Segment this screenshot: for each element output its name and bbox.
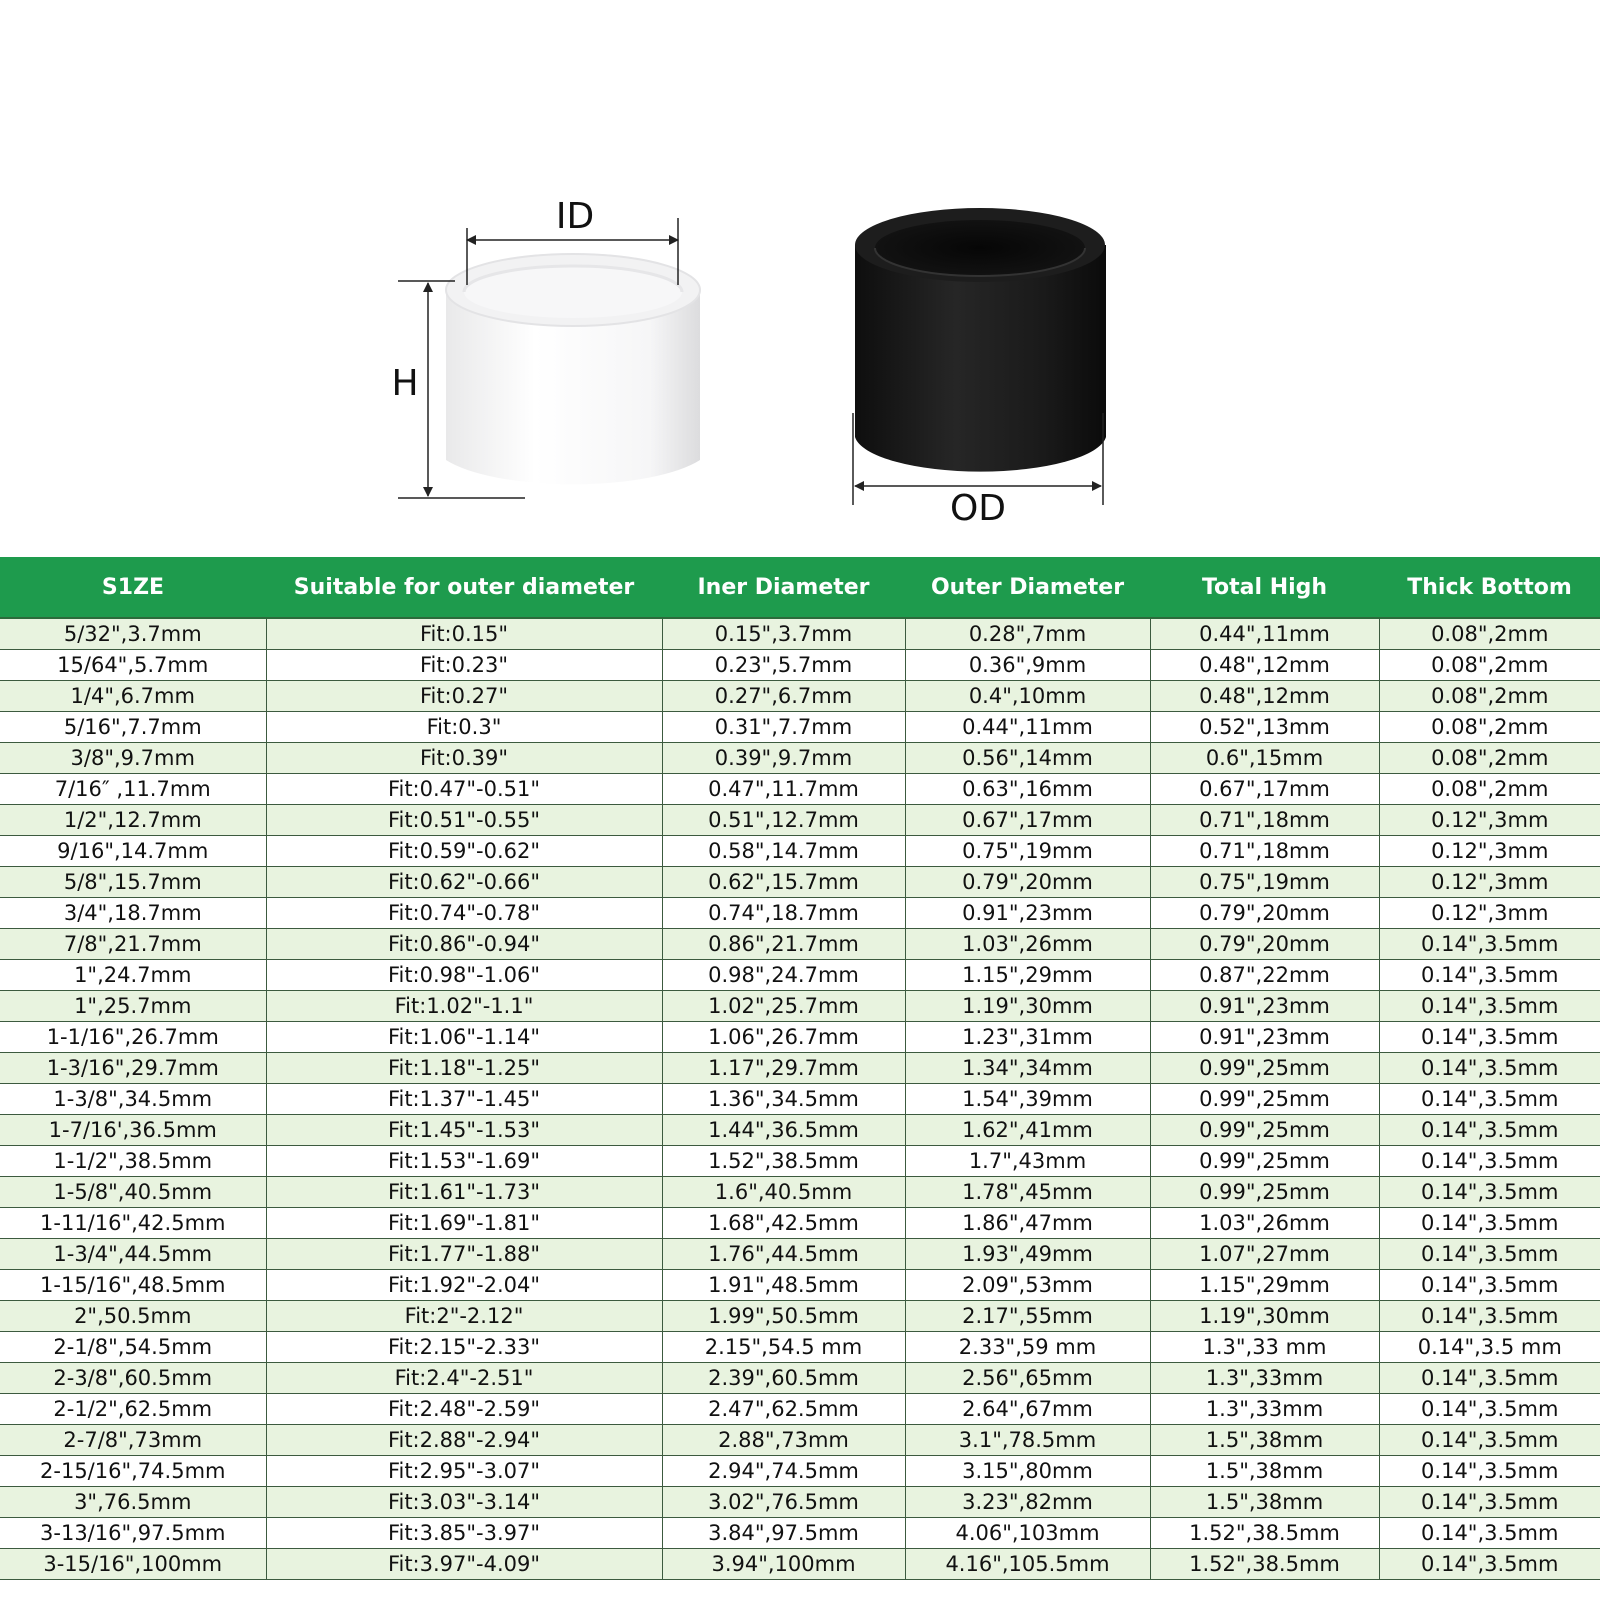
h-label: H xyxy=(391,363,419,404)
cell-inner-diameter: 1.06",26.7mm xyxy=(662,1022,905,1053)
cell-size: 3-13/16",97.5mm xyxy=(0,1518,266,1549)
cell-outer-diameter: 1.93",49mm xyxy=(905,1239,1150,1270)
cell-outer-diameter: 3.23",82mm xyxy=(905,1487,1150,1518)
table-row xyxy=(0,1239,1600,1270)
cell-outer-diameter: 1.62",41mm xyxy=(905,1115,1150,1146)
cell-thick-bottom: 0.14",3.5mm xyxy=(1379,1146,1600,1177)
cell-total-high: 0.99",25mm xyxy=(1150,1053,1379,1084)
table-row xyxy=(0,712,1600,743)
cell-thick-bottom: 0.12",3mm xyxy=(1379,805,1600,836)
cell-inner-diameter: 3.94",100mm xyxy=(662,1549,905,1580)
cell-outer-diameter: 1.34",34mm xyxy=(905,1053,1150,1084)
cell-outer-diameter: 2.09",53mm xyxy=(905,1270,1150,1301)
cell-total-high: 1.19",30mm xyxy=(1150,1301,1379,1332)
cell-thick-bottom: 0.14",3.5mm xyxy=(1379,1301,1600,1332)
cell-inner-diameter: 0.15",3.7mm xyxy=(662,618,905,650)
cell-total-high: 0.79",20mm xyxy=(1150,929,1379,960)
cell-size: 1",25.7mm xyxy=(0,991,266,1022)
cell-suitable-outer-diameter: Fit:0.98"-1.06" xyxy=(266,960,662,991)
cell-thick-bottom: 0.12",3mm xyxy=(1379,836,1600,867)
cell-outer-diameter: 0.44",11mm xyxy=(905,712,1150,743)
cell-thick-bottom: 0.08",2mm xyxy=(1379,712,1600,743)
cell-size: 3",76.5mm xyxy=(0,1487,266,1518)
cell-total-high: 1.5",38mm xyxy=(1150,1456,1379,1487)
cell-size: 1-5/8",40.5mm xyxy=(0,1177,266,1208)
header-thick-bottom: Thick Bottom xyxy=(1379,557,1600,618)
cell-size: 1-15/16",48.5mm xyxy=(0,1270,266,1301)
cell-total-high: 0.48",12mm xyxy=(1150,650,1379,681)
white-bushing-image xyxy=(446,254,700,484)
cell-total-high: 1.15",29mm xyxy=(1150,1270,1379,1301)
cell-inner-diameter: 0.27",6.7mm xyxy=(662,681,905,712)
table-row xyxy=(0,774,1600,805)
cell-total-high: 1.52",38.5mm xyxy=(1150,1549,1379,1580)
cell-outer-diameter: 2.64",67mm xyxy=(905,1394,1150,1425)
table-row xyxy=(0,1456,1600,1487)
header-size: S1ZE xyxy=(0,557,266,618)
cell-total-high: 0.99",25mm xyxy=(1150,1115,1379,1146)
cell-total-high: 1.5",38mm xyxy=(1150,1425,1379,1456)
table-row xyxy=(0,1208,1600,1239)
cell-total-high: 1.5",38mm xyxy=(1150,1487,1379,1518)
cell-suitable-outer-diameter: Fit:3.85"-3.97" xyxy=(266,1518,662,1549)
cell-outer-diameter: 1.23",31mm xyxy=(905,1022,1150,1053)
cell-size: 2-7/8",73mm xyxy=(0,1425,266,1456)
cell-suitable-outer-diameter: Fit:0.15" xyxy=(266,618,662,650)
cell-outer-diameter: 1.86",47mm xyxy=(905,1208,1150,1239)
cell-size: 1-3/4",44.5mm xyxy=(0,1239,266,1270)
cell-thick-bottom: 0.14",3.5mm xyxy=(1379,1115,1600,1146)
cell-suitable-outer-diameter: Fit:2.95"-3.07" xyxy=(266,1456,662,1487)
cell-thick-bottom: 0.14",3.5mm xyxy=(1379,1487,1600,1518)
cell-outer-diameter: 4.16",105.5mm xyxy=(905,1549,1150,1580)
table-row xyxy=(0,1549,1600,1580)
cell-outer-diameter: 1.54",39mm xyxy=(905,1084,1150,1115)
cell-inner-diameter: 2.94",74.5mm xyxy=(662,1456,905,1487)
cell-total-high: 0.91",23mm xyxy=(1150,1022,1379,1053)
cell-thick-bottom: 0.14",3.5mm xyxy=(1379,929,1600,960)
cell-size: 9/16",14.7mm xyxy=(0,836,266,867)
cell-thick-bottom: 0.14",3.5mm xyxy=(1379,1270,1600,1301)
cell-thick-bottom: 0.14",3.5mm xyxy=(1379,1239,1600,1270)
cell-size: 2",50.5mm xyxy=(0,1301,266,1332)
cell-thick-bottom: 0.14",3.5mm xyxy=(1379,1053,1600,1084)
cell-suitable-outer-diameter: Fit:0.3" xyxy=(266,712,662,743)
cell-suitable-outer-diameter: Fit:1.45"-1.53" xyxy=(266,1115,662,1146)
cell-size: 2-3/8",60.5mm xyxy=(0,1363,266,1394)
cell-total-high: 0.79",20mm xyxy=(1150,898,1379,929)
cell-suitable-outer-diameter: Fit:1.69"-1.81" xyxy=(266,1208,662,1239)
cell-suitable-outer-diameter: Fit:2"-2.12" xyxy=(266,1301,662,1332)
cell-thick-bottom: 0.14",3.5mm xyxy=(1379,1177,1600,1208)
table-row xyxy=(0,618,1600,650)
cell-thick-bottom: 0.14",3.5mm xyxy=(1379,991,1600,1022)
table-row xyxy=(0,1177,1600,1208)
cell-total-high: 0.71",18mm xyxy=(1150,805,1379,836)
cell-size: 1-1/2",38.5mm xyxy=(0,1146,266,1177)
cell-outer-diameter: 3.15",80mm xyxy=(905,1456,1150,1487)
header-suitable-outer-diameter: Suitable for outer diameter xyxy=(266,557,662,618)
cell-total-high: 0.99",25mm xyxy=(1150,1177,1379,1208)
cell-thick-bottom: 0.08",2mm xyxy=(1379,681,1600,712)
cell-total-high: 0.52",13mm xyxy=(1150,712,1379,743)
cell-total-high: 1.3",33mm xyxy=(1150,1394,1379,1425)
cell-inner-diameter: 0.62",15.7mm xyxy=(662,867,905,898)
cell-thick-bottom: 0.14",3.5mm xyxy=(1379,1425,1600,1456)
cell-total-high: 0.75",19mm xyxy=(1150,867,1379,898)
table-header-row xyxy=(0,557,1600,618)
cell-size: 1/4",6.7mm xyxy=(0,681,266,712)
table-row xyxy=(0,681,1600,712)
cell-inner-diameter: 1.44",36.5mm xyxy=(662,1115,905,1146)
cell-suitable-outer-diameter: Fit:2.88"-2.94" xyxy=(266,1425,662,1456)
cell-outer-diameter: 4.06",103mm xyxy=(905,1518,1150,1549)
cell-inner-diameter: 0.39",9.7mm xyxy=(662,743,905,774)
cell-outer-diameter: 0.91",23mm xyxy=(905,898,1150,929)
cell-suitable-outer-diameter: Fit:1.92"-2.04" xyxy=(266,1270,662,1301)
cell-suitable-outer-diameter: Fit:1.02"-1.1" xyxy=(266,991,662,1022)
cell-outer-diameter: 0.75",19mm xyxy=(905,836,1150,867)
cell-suitable-outer-diameter: Fit:0.27" xyxy=(266,681,662,712)
table-row xyxy=(0,1425,1600,1456)
cell-inner-diameter: 2.88",73mm xyxy=(662,1425,905,1456)
cell-suitable-outer-diameter: Fit:0.59"-0.62" xyxy=(266,836,662,867)
cell-thick-bottom: 0.14",3.5 mm xyxy=(1379,1332,1600,1363)
cell-inner-diameter: 1.17",29.7mm xyxy=(662,1053,905,1084)
cell-thick-bottom: 0.14",3.5mm xyxy=(1379,1084,1600,1115)
cell-suitable-outer-diameter: Fit:1.37"-1.45" xyxy=(266,1084,662,1115)
table-row xyxy=(0,650,1600,681)
cell-suitable-outer-diameter: Fit:3.97"-4.09" xyxy=(266,1549,662,1580)
table-row xyxy=(0,805,1600,836)
cell-outer-diameter: 0.36",9mm xyxy=(905,650,1150,681)
cell-inner-diameter: 1.02",25.7mm xyxy=(662,991,905,1022)
cell-outer-diameter: 2.17",55mm xyxy=(905,1301,1150,1332)
cell-outer-diameter: 1.7",43mm xyxy=(905,1146,1150,1177)
cell-size: 5/16",7.7mm xyxy=(0,712,266,743)
cell-total-high: 0.71",18mm xyxy=(1150,836,1379,867)
cell-inner-diameter: 1.91",48.5mm xyxy=(662,1270,905,1301)
cell-suitable-outer-diameter: Fit:0.62"-0.66" xyxy=(266,867,662,898)
cell-thick-bottom: 0.14",3.5mm xyxy=(1379,1456,1600,1487)
cell-inner-diameter: 3.84",97.5mm xyxy=(662,1518,905,1549)
table-row xyxy=(0,991,1600,1022)
cell-outer-diameter: 0.63",16mm xyxy=(905,774,1150,805)
cell-suitable-outer-diameter: Fit:1.61"-1.73" xyxy=(266,1177,662,1208)
cell-total-high: 0.6",15mm xyxy=(1150,743,1379,774)
table-row xyxy=(0,836,1600,867)
cell-inner-diameter: 1.36",34.5mm xyxy=(662,1084,905,1115)
cell-inner-diameter: 3.02",76.5mm xyxy=(662,1487,905,1518)
header-inner-diameter: Iner Diameter xyxy=(662,557,905,618)
cell-outer-diameter: 1.15",29mm xyxy=(905,960,1150,991)
cell-size: 1",24.7mm xyxy=(0,960,266,991)
header-total-high: Total High xyxy=(1150,557,1379,618)
table-row xyxy=(0,1363,1600,1394)
black-bushing-image xyxy=(855,208,1106,472)
cell-outer-diameter: 1.78",45mm xyxy=(905,1177,1150,1208)
cell-outer-diameter: 0.28",7mm xyxy=(905,618,1150,650)
cell-outer-diameter: 0.4",10mm xyxy=(905,681,1150,712)
cell-inner-diameter: 0.98",24.7mm xyxy=(662,960,905,991)
cell-thick-bottom: 0.12",3mm xyxy=(1379,898,1600,929)
cell-total-high: 1.03",26mm xyxy=(1150,1208,1379,1239)
table-row xyxy=(0,1394,1600,1425)
cell-size: 3/8",9.7mm xyxy=(0,743,266,774)
cell-inner-diameter: 0.86",21.7mm xyxy=(662,929,905,960)
cell-thick-bottom: 0.08",2mm xyxy=(1379,743,1600,774)
cell-inner-diameter: 0.74",18.7mm xyxy=(662,898,905,929)
cell-outer-diameter: 0.79",20mm xyxy=(905,867,1150,898)
cell-size: 1/2",12.7mm xyxy=(0,805,266,836)
table-row xyxy=(0,1022,1600,1053)
table-row xyxy=(0,1332,1600,1363)
cell-total-high: 1.52",38.5mm xyxy=(1150,1518,1379,1549)
cell-suitable-outer-diameter: Fit:0.23" xyxy=(266,650,662,681)
cell-inner-diameter: 1.52",38.5mm xyxy=(662,1146,905,1177)
cell-inner-diameter: 1.76",44.5mm xyxy=(662,1239,905,1270)
cell-size: 3/4",18.7mm xyxy=(0,898,266,929)
cell-suitable-outer-diameter: Fit:2.15"-2.33" xyxy=(266,1332,662,1363)
cell-suitable-outer-diameter: Fit:2.4"-2.51" xyxy=(266,1363,662,1394)
cell-outer-diameter: 0.56",14mm xyxy=(905,743,1150,774)
cell-size: 2-1/2",62.5mm xyxy=(0,1394,266,1425)
table-row xyxy=(0,1301,1600,1332)
table-row xyxy=(0,1487,1600,1518)
cell-inner-diameter: 2.15",54.5 mm xyxy=(662,1332,905,1363)
cell-size: 1-1/16",26.7mm xyxy=(0,1022,266,1053)
table-row xyxy=(0,1053,1600,1084)
cell-thick-bottom: 0.14",3.5mm xyxy=(1379,1549,1600,1580)
cell-thick-bottom: 0.08",2mm xyxy=(1379,650,1600,681)
cell-suitable-outer-diameter: Fit:1.77"-1.88" xyxy=(266,1239,662,1270)
table-row xyxy=(0,960,1600,991)
cell-inner-diameter: 0.47",11.7mm xyxy=(662,774,905,805)
cell-total-high: 1.3",33mm xyxy=(1150,1363,1379,1394)
cell-thick-bottom: 0.14",3.5mm xyxy=(1379,1022,1600,1053)
cell-size: 3-15/16",100mm xyxy=(0,1549,266,1580)
cell-total-high: 0.99",25mm xyxy=(1150,1084,1379,1115)
cell-thick-bottom: 0.08",2mm xyxy=(1379,618,1600,650)
cell-thick-bottom: 0.14",3.5mm xyxy=(1379,1208,1600,1239)
cell-outer-diameter: 0.67",17mm xyxy=(905,805,1150,836)
cell-suitable-outer-diameter: Fit:0.39" xyxy=(266,743,662,774)
table-row xyxy=(0,1146,1600,1177)
id-label: ID xyxy=(555,196,595,237)
diagram-svg xyxy=(0,0,1600,556)
cell-suitable-outer-diameter: Fit:0.86"-0.94" xyxy=(266,929,662,960)
table-row xyxy=(0,929,1600,960)
table-row xyxy=(0,1084,1600,1115)
cell-inner-diameter: 1.6",40.5mm xyxy=(662,1177,905,1208)
cell-total-high: 0.48",12mm xyxy=(1150,681,1379,712)
cell-size: 1-11/16",42.5mm xyxy=(0,1208,266,1239)
cell-suitable-outer-diameter: Fit:1.18"-1.25" xyxy=(266,1053,662,1084)
cell-outer-diameter: 3.1",78.5mm xyxy=(905,1425,1150,1456)
cell-size: 2-1/8",54.5mm xyxy=(0,1332,266,1363)
cell-size: 7/8",21.7mm xyxy=(0,929,266,960)
cell-size: 1-3/8",34.5mm xyxy=(0,1084,266,1115)
product-diagram xyxy=(0,0,1600,556)
cell-suitable-outer-diameter: Fit:3.03"-3.14" xyxy=(266,1487,662,1518)
size-table xyxy=(0,557,1600,1580)
cell-size: 7/16″ ,11.7mm xyxy=(0,774,266,805)
cell-size: 15/64",5.7mm xyxy=(0,650,266,681)
cell-outer-diameter: 1.19",30mm xyxy=(905,991,1150,1022)
cell-total-high: 0.67",17mm xyxy=(1150,774,1379,805)
cell-suitable-outer-diameter: Fit:0.47"-0.51" xyxy=(266,774,662,805)
cell-suitable-outer-diameter: Fit:0.74"-0.78" xyxy=(266,898,662,929)
cell-thick-bottom: 0.12",3mm xyxy=(1379,867,1600,898)
cell-size: 2-15/16",74.5mm xyxy=(0,1456,266,1487)
od-label: OD xyxy=(949,488,1007,529)
table-row xyxy=(0,1518,1600,1549)
cell-inner-diameter: 0.58",14.7mm xyxy=(662,836,905,867)
table-body xyxy=(0,618,1600,1580)
cell-suitable-outer-diameter: Fit:0.51"-0.55" xyxy=(266,805,662,836)
cell-total-high: 0.87",22mm xyxy=(1150,960,1379,991)
cell-size: 5/32",3.7mm xyxy=(0,618,266,650)
cell-size: 1-7/16',36.5mm xyxy=(0,1115,266,1146)
table-row xyxy=(0,743,1600,774)
table-row xyxy=(0,867,1600,898)
cell-suitable-outer-diameter: Fit:1.53"-1.69" xyxy=(266,1146,662,1177)
cell-total-high: 0.99",25mm xyxy=(1150,1146,1379,1177)
header-outer-diameter: Outer Diameter xyxy=(905,557,1150,618)
cell-inner-diameter: 0.51",12.7mm xyxy=(662,805,905,836)
cell-size: 1-3/16",29.7mm xyxy=(0,1053,266,1084)
cell-total-high: 0.91",23mm xyxy=(1150,991,1379,1022)
table-row xyxy=(0,898,1600,929)
cell-inner-diameter: 0.23",5.7mm xyxy=(662,650,905,681)
cell-inner-diameter: 2.47",62.5mm xyxy=(662,1394,905,1425)
cell-thick-bottom: 0.08",2mm xyxy=(1379,774,1600,805)
cell-outer-diameter: 2.56",65mm xyxy=(905,1363,1150,1394)
cell-total-high: 1.07",27mm xyxy=(1150,1239,1379,1270)
table-row xyxy=(0,1270,1600,1301)
cell-inner-diameter: 1.68",42.5mm xyxy=(662,1208,905,1239)
cell-outer-diameter: 2.33",59 mm xyxy=(905,1332,1150,1363)
cell-thick-bottom: 0.14",3.5mm xyxy=(1379,1518,1600,1549)
cell-inner-diameter: 2.39",60.5mm xyxy=(662,1363,905,1394)
cell-thick-bottom: 0.14",3.5mm xyxy=(1379,1394,1600,1425)
cell-inner-diameter: 0.31",7.7mm xyxy=(662,712,905,743)
cell-size: 5/8",15.7mm xyxy=(0,867,266,898)
cell-outer-diameter: 1.03",26mm xyxy=(905,929,1150,960)
cell-suitable-outer-diameter: Fit:1.06"-1.14" xyxy=(266,1022,662,1053)
cell-suitable-outer-diameter: Fit:2.48"-2.59" xyxy=(266,1394,662,1425)
cell-total-high: 0.44",11mm xyxy=(1150,618,1379,650)
cell-inner-diameter: 1.99",50.5mm xyxy=(662,1301,905,1332)
table-row xyxy=(0,1115,1600,1146)
cell-thick-bottom: 0.14",3.5mm xyxy=(1379,960,1600,991)
cell-thick-bottom: 0.14",3.5mm xyxy=(1379,1363,1600,1394)
cell-total-high: 1.3",33 mm xyxy=(1150,1332,1379,1363)
